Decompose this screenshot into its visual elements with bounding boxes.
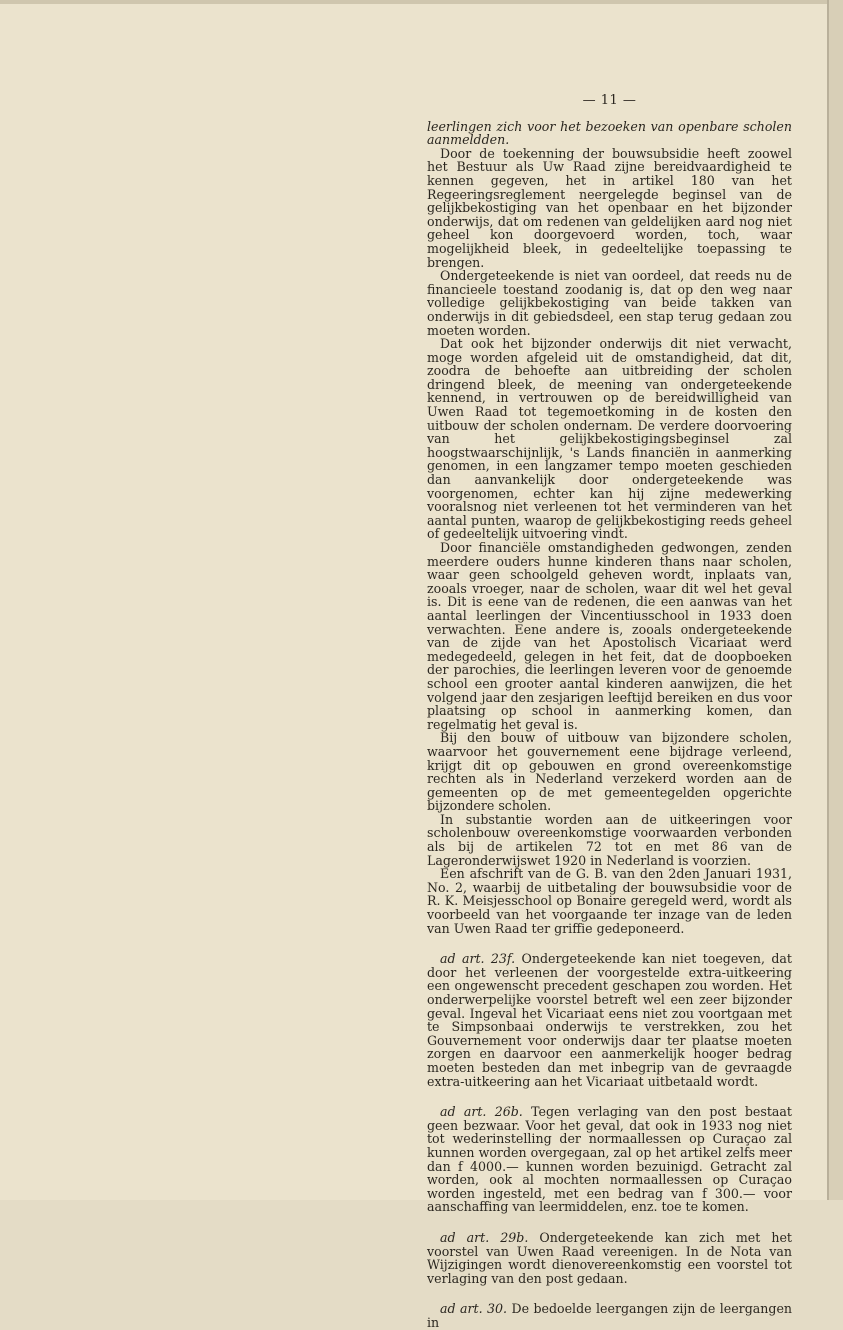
paragraph: In substantie worden aan de uitkeeringen voor scholenbouw overeenkomstige voorwaarden verbonden als bij de artikelen 72 tot en met 86 van de Lageronderwijswet 1920 in Nederland is voorzien.: [427, 811, 792, 868]
article-ref: ad art. 29b.: [440, 1229, 529, 1245]
article-note-26b: [427, 1105, 792, 1214]
paragraph: Dat ook het bijzonder onderwijs dit niet verwacht, moge worden afgeleid uit de omstandigheid, dat dit, zoodra de behoefte aan uitbreiding der scholen dringend bleek, de meening van ondergeteekende kennend, in vertrouwen op de bereidwilligheid van Uwen Raad tot tegemoetkoming in de kosten den uitbouw der scholen ondernam. De verdere doorvoering van het gelijkbekostigingsbeginsel zal hoogstwaarschijnlijk, 's Lands financiën in aanmerking genomen, in een langzamer tempo moeten geschieden dan aanvankelijk door ondergeteekende was voorgenomen, echter kan hij zijne medewerking vooralsnog niet verleenen tot het verminderen van het aantal punten, waarop de gelijkbekostiging reeds geheel of gedeeltelijk uitvoering vindt.: [427, 336, 792, 542]
article-text: Ondergeteekende kan niet toegeven, dat door het verleenen der voorgestelde extra-uitkeering een ongewenscht precedent geschapen zou worden. Het onderwerpelijke voorstel betreft wel een zeer bijzonder geval. Ingeval het Vicariaat eens niet zou voortgaan met te Simpsonbaai onderwijs te verstrekken, zou het Gouvernement voor onderwijs daar ter plaatse moeten zorgen en daarvoor een aanmerkelijk hooger bedrag moeten besteden dan met inbegrip van de gevraagde extra-uitkeering aan het Vicariaat uitbetaald wordt.: [427, 951, 792, 1089]
article-text: De bedoelde leergangen zijn de leergangen in: [427, 1301, 793, 1330]
paragraph: Bij den bouw of uitbouw van bijzondere scholen, waarvoor het gouvernement eene bijdrage verleend, krijgt dit op gebouwen en grond overeenkomstige rechten als in Nederland verzekerd worden aan de gemeenten op de met gemeentegelden opgerichte bijzondere scholen.: [427, 730, 792, 814]
page-number: — 11 —: [582, 93, 637, 108]
paragraph-continuation: leerlingen zich voor het bezoeken van openbare scholen aanmeldden.: [427, 118, 792, 148]
scan-right-edge: [829, 0, 843, 1200]
article-ref: ad art. 26b.: [440, 1104, 523, 1120]
article-note-29b: [427, 1231, 792, 1285]
paragraph: Door financiële omstandigheden gedwongen, zenden meerdere ouders hunne kinderen thans naar scholen, waar geen schoolgeld geheven wordt, inplaats van, zooals vroeger, naar de scholen, waar dit wel het geval is. Dit is eene van de redenen, die een aanwas van het aantal leerlingen der Vincentiusschool in 1933 doen verwachten. Eene andere is, zooals ondergeteekende van de zijde van het Apostolisch Vicariaat werd medegedeeld, gelegen in het feit, dat de doopboeken der parochies, die leerlingen leveren voor de genoemde school een grooter aantal kinderen aanwijzen, die het volgend jaar den zesjarigen leeftijd bereiken en dus voor plaatsing op school in aanmerking komen, dan regelmatig het geval is.: [427, 540, 792, 732]
article-ref: ad art. 23f.: [440, 951, 516, 967]
scan-top-edge: [0, 0, 843, 4]
article-ref: ad art. 30.: [440, 1301, 508, 1317]
paragraph: Door de toekenning der bouwsubsidie heeft zoowel het Bestuur als Uw Raad zijne bereidvaardigheid te kennen gegeven, het in artikel 180 van het Regeeringsreglement neergelegde beginsel van de gelijkbekostiging van het openbaar en het bijzonder onderwijs, dat om redenen van geldelijken aard nog niet geheel kon doorgevoerd worden, toch, waar mogelijkheid bleek, in gedeeltelijke toepassing te brengen.: [427, 145, 792, 270]
article-text: Tegen verlaging van den post bestaat geen bezwaar. Voor het geval, dat ook in 1933 nog niet tot wederinstelling der normaallessen op Curaçao zal kunnen worden overgegaan, zal op het artikel zelfs meer dan f 4000.— kunnen worden bezuinigd. Getracht zal worden, ook al mochten normaallessen op Curaçao worden ingesteld, met een bedrag van f 300.— voor aanschaffing van leermiddelen, enz. toe te komen.: [427, 1104, 792, 1215]
article-note-30: [427, 1302, 792, 1329]
article-text: Ondergeteekende kan zich met het voorstel van Uwen Raad vereenigen. In de Nota van Wijzigingen wordt dienovereenkomstig een voorstel tot verlaging van den post gedaan.: [427, 1229, 792, 1286]
article-note-23f: [427, 952, 792, 1088]
paragraph: Een afschrift van de G. B. van den 2den Januari 1931, No. 2, waarbij de uitbetaling der bouwsubsidie voor de R. K. Meisjesschool op Bonaire geregeld werd, wordt als voorbeeld van het voorgaande ter inzage van de leden van Uwen Raad ter griffie gedeponeerd.: [427, 866, 792, 936]
text-column: [427, 94, 792, 1329]
paragraph: Ondergeteekende is niet van oordeel, dat reeds nu de financieele toestand zoodanig is, dat op den weg naar volledige gelijkbekostiging van beide takken van onderwijs in dit gebiedsdeel, een stap terug gedaan zou moeten worden.: [427, 268, 792, 338]
